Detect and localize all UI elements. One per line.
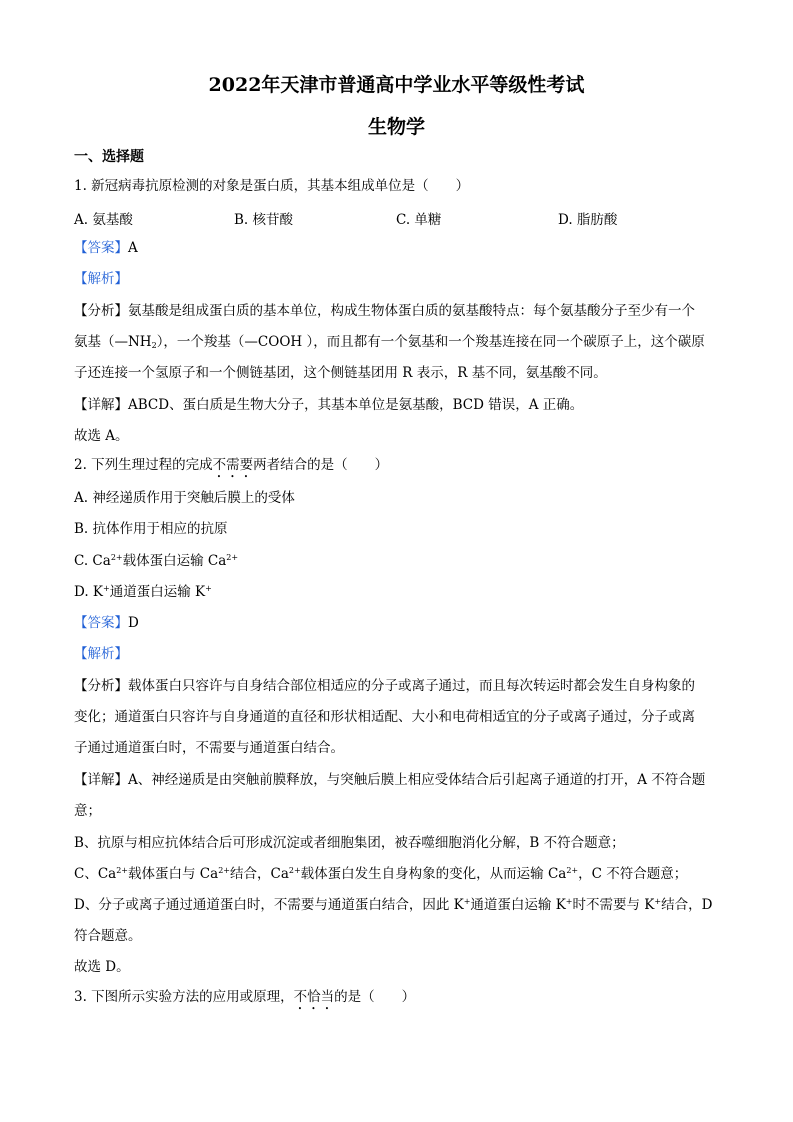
q2-option-a: A. 神经递质作用于突触后膜上的受体 <box>74 490 295 506</box>
q2-fenxi-line1 <box>74 677 724 695</box>
option-text: C. Ca <box>74 553 111 569</box>
superscript: 2+ <box>116 866 129 875</box>
stem-text: 2. 下列生理过程的完成 <box>74 457 213 473</box>
answer-value: A <box>128 240 138 256</box>
q1-conclusion: 故选 A。 <box>74 428 129 444</box>
q2-fenxi-line2: 变化；通道蛋白只容许与自身通道的直径和形状相适配、大小和电荷相适宜的分子或离子通过，分子或离 <box>74 709 695 725</box>
stem-text: 3. 下图所示实验方法的应用或原理， <box>74 989 294 1005</box>
q3-stem <box>74 988 724 1013</box>
superscript: 2+ <box>218 866 230 875</box>
q1-option-c: C. 单糖 <box>396 212 442 228</box>
q2-analysis-tag: 【解析】 <box>74 646 128 662</box>
fenxi-tag: 【分析】 <box>74 303 128 319</box>
fenxi-text: 载体蛋白只容许与自身结合部位相适应的分子或离子通过，而且每次转运时都会发生自身构象的 <box>128 678 695 694</box>
q2-xiangjie-c <box>74 865 724 883</box>
answer-value: D <box>128 615 139 631</box>
q2-option-d <box>74 583 724 601</box>
q1-analysis-tag: 【解析】 <box>74 271 128 287</box>
stem-text: 两者结合的是（ ） <box>253 457 389 473</box>
q1-xiangjie <box>74 396 724 414</box>
superscript: + <box>205 584 212 593</box>
answer-tag: 【答案】 <box>74 240 128 256</box>
fenxi-text: ），一个羧基（—COOH ），而且都有一个氨基和一个羧基连接在同一个碳原子上，这个碳原 <box>156 334 705 350</box>
q2-conclusion: 故选 D。 <box>74 959 130 975</box>
xiangjie-text: 载体蛋白与 Ca <box>128 866 219 882</box>
q2-option-c <box>74 552 724 570</box>
q1-option-d: D. 脂肪酸 <box>558 212 618 228</box>
q2-fenxi-line3: 子通过通道蛋白时，不需要与通道蛋白结合。 <box>74 740 344 756</box>
q2-stem <box>74 456 724 481</box>
q2-option-b: B. 抗体作用于相应的抗原 <box>74 521 228 537</box>
superscript: 2+ <box>110 553 123 562</box>
fenxi-tag: 【分析】 <box>74 678 128 694</box>
xiangjie-text: A、神经递质是由突触前膜释放，与突触后膜上相应受体结合后引起离子通道的打开，A 不符合题 <box>128 772 706 788</box>
xiangjie-text: 时不需要与 K <box>572 897 655 913</box>
xiangjie-tag: 【详解】 <box>74 772 128 788</box>
option-text: 载体蛋白运输 Ca <box>122 553 227 569</box>
q1-fenxi-line3: 子还连接一个氢原子和一个侧链基团，这个侧链基团用 R 表示，R 基不同，氨基酸不同。 <box>74 365 607 381</box>
emphasis-text: 不需要 <box>212 457 254 473</box>
superscript: 2+ <box>566 866 579 875</box>
answer-tag: 【答案】 <box>74 615 128 631</box>
fenxi-text: 氨基酸是组成蛋白质的基本单位，构成生物体蛋白质的氨基酸特点：每个氨基酸分子至少有一个 <box>128 303 695 319</box>
superscript: 2+ <box>288 866 301 875</box>
q1-stem: 1. 新冠病毒抗原检测的对象是蛋白质，其基本组成单位是（ ） <box>74 178 470 194</box>
q2-xiangjie-d2: 符合题意。 <box>74 928 142 944</box>
q1-option-a: A. 氨基酸 <box>74 212 133 228</box>
section-heading: 一、选择题 <box>74 149 144 165</box>
xiangjie-text: 载体蛋白发生自身构象的变化，从而运输 Ca <box>300 866 567 882</box>
xiangjie-text: C、Ca <box>74 866 117 882</box>
superscript: + <box>565 897 573 906</box>
superscript: + <box>654 897 662 906</box>
exam-title: 2022年天津市普通高中学业水平等级性考试 <box>208 74 585 96</box>
q2-xiangjie-a1 <box>74 771 724 789</box>
xiangjie-text: ，C 不符合题意； <box>578 866 688 882</box>
superscript: + <box>463 897 471 906</box>
q2-xiangjie-d1 <box>74 896 724 914</box>
xiangjie-text: 通道蛋白运输 K <box>470 897 566 913</box>
xiangjie-text: 结合，Ca <box>229 866 289 882</box>
q1-fenxi-line2 <box>74 333 724 351</box>
q1-answer <box>74 239 724 257</box>
q2-xiangjie-a2: 意； <box>74 803 101 819</box>
q1-fenxi-line1 <box>74 302 724 320</box>
option-text: D. K <box>74 584 104 600</box>
q2-xiangjie-b: B、抗原与相应抗体结合后可形成沉淀或者细胞集团，被吞噬细胞消化分解，B 不符合题意； <box>74 835 625 851</box>
subscript: 2 <box>151 341 157 350</box>
xiangjie-text: D、分子或离子通过通道蛋白时，不需要与通道蛋白结合，因此 K <box>74 897 464 913</box>
option-text: 通道蛋白运输 K <box>109 584 206 600</box>
xiangjie-text: 结合，D <box>661 897 713 913</box>
emphasis-text: 不恰当 <box>293 989 335 1005</box>
q1-option-b: B. 核苷酸 <box>234 212 294 228</box>
xiangjie-text: ABCD、蛋白质是生物大分子，其基本单位是氨基酸，BCD 错误，A 正确。 <box>128 397 584 413</box>
fenxi-text: 氨基（—NH <box>74 334 152 350</box>
superscript: 2+ <box>226 553 239 562</box>
stem-text: 的是（ ） <box>334 989 416 1005</box>
xiangjie-tag: 【详解】 <box>74 397 128 413</box>
subject-title: 生物学 <box>367 116 425 138</box>
q2-answer <box>74 614 724 632</box>
superscript: + <box>103 584 110 593</box>
